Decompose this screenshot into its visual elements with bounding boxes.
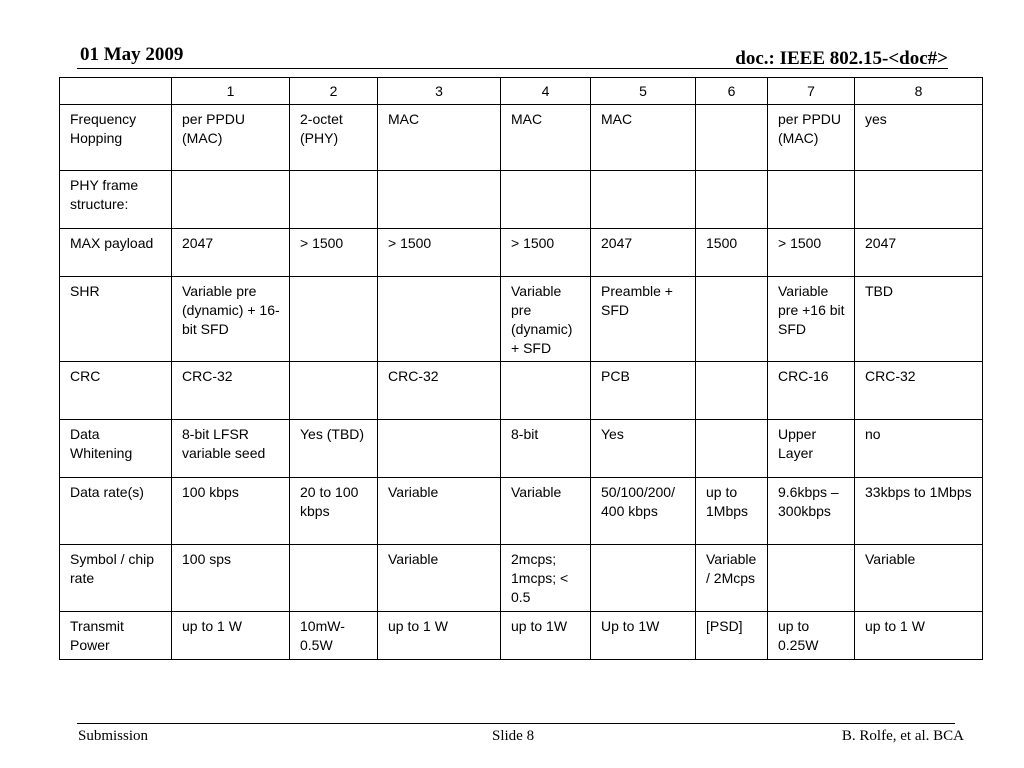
- table-row: [60, 105, 983, 171]
- table-cell: Variable: [378, 545, 501, 612]
- table-cell: 20 to 100 kbps: [290, 478, 378, 545]
- header-cell: 8: [855, 78, 983, 105]
- table-cell: CRC-32: [378, 362, 501, 420]
- table-row: [60, 229, 983, 277]
- table-cell: Variable pre +16 bit SFD: [768, 277, 855, 362]
- row-label: Data rate(s): [60, 478, 172, 545]
- table-cell: CRC-32: [172, 362, 290, 420]
- table-header-row: [60, 78, 983, 105]
- table-cell: Preamble + SFD: [591, 277, 696, 362]
- table-row: [60, 478, 983, 545]
- table-cell: 9.6kbps – 300kbps: [768, 478, 855, 545]
- table-cell: up to 1 W: [855, 612, 983, 660]
- row-label: Transmit Power: [60, 612, 172, 660]
- table-row: [60, 420, 983, 478]
- table-cell: > 1500: [768, 229, 855, 277]
- table-cell: 50/100/200/ 400 kbps: [591, 478, 696, 545]
- table-cell: [290, 545, 378, 612]
- footer-rule: [77, 723, 955, 724]
- table-cell: yes: [855, 105, 983, 171]
- table-row: [60, 545, 983, 612]
- table-cell: [696, 420, 768, 478]
- table-cell: [768, 171, 855, 229]
- table-cell: [378, 277, 501, 362]
- table-cell: [501, 171, 591, 229]
- table-cell: 2-octet (PHY): [290, 105, 378, 171]
- table-cell: up to 0.25W: [768, 612, 855, 660]
- table-cell: MAC: [591, 105, 696, 171]
- comparison-table: [59, 77, 983, 660]
- row-label: Symbol / chip rate: [60, 545, 172, 612]
- table-cell: [696, 105, 768, 171]
- table-cell: up to 1W: [501, 612, 591, 660]
- header-cell: 7: [768, 78, 855, 105]
- table-cell: 2047: [591, 229, 696, 277]
- header-cell: 1: [172, 78, 290, 105]
- table-cell: per PPDU (MAC): [768, 105, 855, 171]
- table-cell: Up to 1W: [591, 612, 696, 660]
- table-cell: Variable: [501, 478, 591, 545]
- table-cell: CRC-16: [768, 362, 855, 420]
- table-cell: [172, 171, 290, 229]
- table-cell: Variable pre (dynamic) + 16-bit SFD: [172, 277, 290, 362]
- table-row: [60, 362, 983, 420]
- table-cell: [855, 171, 983, 229]
- table-cell: 2mcps; 1mcps; < 0.5: [501, 545, 591, 612]
- table-cell: [591, 171, 696, 229]
- table-cell: 2047: [855, 229, 983, 277]
- table-cell: Yes (TBD): [290, 420, 378, 478]
- table-cell: 1500: [696, 229, 768, 277]
- table-cell: no: [855, 420, 983, 478]
- row-label: PHY frame structure:: [60, 171, 172, 229]
- table-cell: PCB: [591, 362, 696, 420]
- table-cell: up to 1Mbps: [696, 478, 768, 545]
- table-cell: Yes: [591, 420, 696, 478]
- table-cell: 10mW- 0.5W: [290, 612, 378, 660]
- table-cell: [696, 277, 768, 362]
- table-cell: [501, 362, 591, 420]
- footer-slide-number: Slide 8: [492, 728, 535, 744]
- table-cell: [290, 277, 378, 362]
- table-cell: up to 1 W: [378, 612, 501, 660]
- table-cell: [PSD]: [696, 612, 768, 660]
- table-cell: 8-bit: [501, 420, 591, 478]
- table-cell: [378, 171, 501, 229]
- header-cell: 4: [501, 78, 591, 105]
- table-cell: Variable pre (dynamic) + SFD: [501, 277, 591, 362]
- table-cell: 33kbps to 1Mbps: [855, 478, 983, 545]
- header-cell: 5: [591, 78, 696, 105]
- header-cell: [60, 78, 172, 105]
- table-cell: MAC: [501, 105, 591, 171]
- table-cell: Variable / 2Mcps: [696, 545, 768, 612]
- table-cell: > 1500: [290, 229, 378, 277]
- table-cell: > 1500: [501, 229, 591, 277]
- footer-submission: Submission: [78, 728, 149, 744]
- row-label: MAX payload: [60, 229, 172, 277]
- header-date: 01 May 2009: [80, 44, 184, 65]
- header-rule: [77, 68, 948, 69]
- footer-authors: B. Rolfe, et al. BCA: [841, 728, 964, 744]
- table-cell: [696, 171, 768, 229]
- table-cell: [290, 362, 378, 420]
- table-cell: 2047: [172, 229, 290, 277]
- table-cell: [696, 362, 768, 420]
- table-cell: 100 kbps: [172, 478, 290, 545]
- header-doc-id: doc.: IEEE 802.15-<doc#>: [735, 48, 948, 69]
- table-cell: 8-bit LFSR variable seed: [172, 420, 290, 478]
- table-row: [60, 612, 983, 660]
- table-cell: per PPDU (MAC): [172, 105, 290, 171]
- row-label: CRC: [60, 362, 172, 420]
- row-label: Data Whitening: [60, 420, 172, 478]
- table-cell: Upper Layer: [768, 420, 855, 478]
- table-cell: 100 sps: [172, 545, 290, 612]
- table-cell: TBD: [855, 277, 983, 362]
- header-cell: 2: [290, 78, 378, 105]
- table-cell: Variable: [855, 545, 983, 612]
- table-row: [60, 171, 983, 229]
- table-cell: Variable: [378, 478, 501, 545]
- table-cell: up to 1 W: [172, 612, 290, 660]
- table-cell: [290, 171, 378, 229]
- header-cell: 3: [378, 78, 501, 105]
- table-cell: [378, 420, 501, 478]
- table-cell: [591, 545, 696, 612]
- table-cell: CRC-32: [855, 362, 983, 420]
- row-label: SHR: [60, 277, 172, 362]
- table-cell: MAC: [378, 105, 501, 171]
- header-cell: 6: [696, 78, 768, 105]
- table-cell: > 1500: [378, 229, 501, 277]
- table-cell: [768, 545, 855, 612]
- table-row: [60, 277, 983, 362]
- row-label: Frequency Hopping: [60, 105, 172, 171]
